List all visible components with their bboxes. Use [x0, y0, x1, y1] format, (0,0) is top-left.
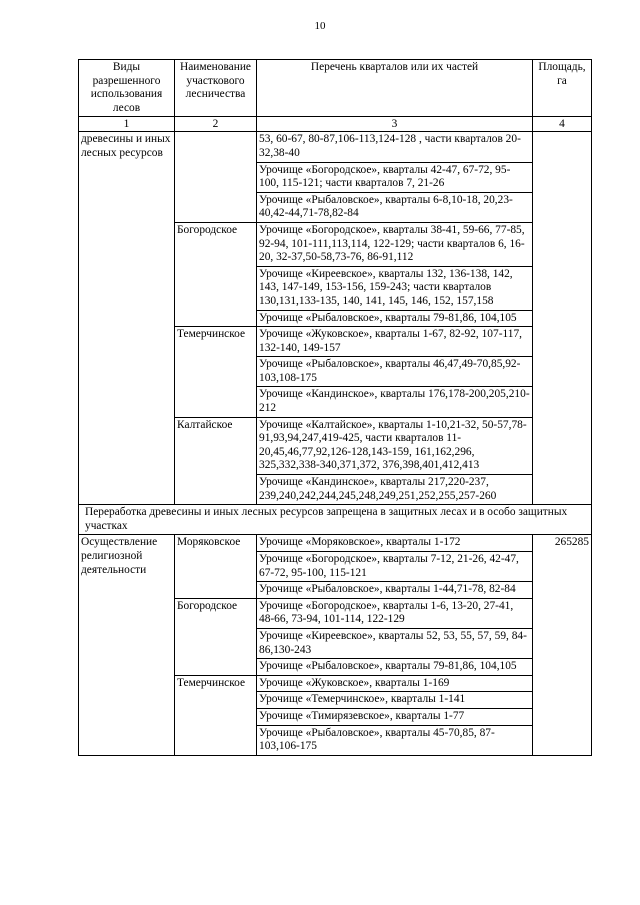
- quarters-cell: Урочище «Кандинское», кварталы 176,178-200,205,210-212: [257, 387, 533, 417]
- usage-type-cell: древесины и иных лесных ресурсов: [79, 132, 175, 505]
- quarters-cell: Урочище «Богородское», кварталы 1-6, 13-20, 27-41, 48-66, 73-94, 101-114, 122-129: [257, 598, 533, 628]
- table-row: [79, 132, 592, 162]
- forestry-cell: Богородское: [175, 598, 257, 675]
- header-usage-type: Виды разрешенного использования лесов: [79, 60, 175, 117]
- forestry-cell: Калтайское: [175, 417, 257, 505]
- header-area: Площадь, га: [533, 60, 592, 117]
- quarters-cell: Урочище «Жуковское», кварталы 1-169: [257, 675, 533, 692]
- header-forestry-name: Наименование участкового лесничества: [175, 60, 257, 117]
- column-numbers-row: [79, 117, 592, 132]
- note-row: [79, 505, 592, 535]
- quarters-cell: Урочище «Кандинское», кварталы 217,220-237, 239,240,242,244,245,248,249,251,252,255,257-260: [257, 475, 533, 505]
- quarters-cell: Урочище «Калтайское», кварталы 1-10,21-32, 50-57,78-91,93,94,247,419-425, части кварталов 11-20,45,46,77,92,126-128,143-159, 161,162,296, 325,332,338-340,371,372, 376,398,401,412,413: [257, 417, 533, 474]
- quarters-cell: Урочище «Рыбаловское», кварталы 1-44,71-78, 82-84: [257, 582, 533, 599]
- quarters-table: [78, 59, 592, 756]
- quarters-cell: Урочище «Рыбаловское», кварталы 79-81,86, 104,105: [257, 659, 533, 676]
- forestry-cell: [175, 132, 257, 223]
- column-number: 3: [257, 117, 533, 132]
- forestry-cell: Моряковское: [175, 535, 257, 598]
- column-number: 4: [533, 117, 592, 132]
- quarters-cell: Урочище «Киреевское», кварталы 52, 53, 55, 57, 59, 84-86,130-243: [257, 628, 533, 658]
- header-quarters-list: Перечень кварталов или их частей: [257, 60, 533, 117]
- quarters-cell: Урочище «Киреевское», кварталы 132, 136-138, 142, 143, 147-149, 153-156, 159-243; части кварталов 130,131,133-135, 140, 141, 145, 146, 152, 157,158: [257, 266, 533, 310]
- quarters-cell: Урочище «Тимирязевское», кварталы 1-77: [257, 708, 533, 725]
- table-row: [79, 535, 592, 552]
- quarters-cell: Урочище «Моряковское», кварталы 1-172: [257, 535, 533, 552]
- quarters-cell: Урочище «Рыбаловское», кварталы 6-8,10-18, 20,23-40,42-44,71-78,82-84: [257, 192, 533, 222]
- table-header-row: [79, 60, 592, 117]
- quarters-cell: Урочище «Темерчинское», кварталы 1-141: [257, 692, 533, 709]
- quarters-cell: 53, 60-67, 80-87,106-113,124-128 , части кварталов 20-32,38-40: [257, 132, 533, 162]
- quarters-cell: Урочище «Богородское», кварталы 42-47, 67-72, 95-100, 115-121; части кварталов 7, 21-26: [257, 162, 533, 192]
- area-cell: 265285: [533, 535, 592, 755]
- forestry-cell: Темерчинское: [175, 675, 257, 755]
- forestry-cell: Темерчинское: [175, 327, 257, 418]
- column-number: 2: [175, 117, 257, 132]
- quarters-cell: Урочище «Богородское», кварталы 38-41, 59-66, 77-85, 92-94, 101-111,113,114, 122-129; части кварталов 6, 16-20, 32-37,50-58,73-76, 86-91,112: [257, 222, 533, 266]
- quarters-cell: Урочище «Рыбаловское», кварталы 45-70,85, 87-103,106-175: [257, 725, 533, 755]
- quarters-cell: Урочище «Богородское», кварталы 7-12, 21-26, 42-47, 67-72, 95-100, 115-121: [257, 552, 533, 582]
- forestry-cell: Богородское: [175, 222, 257, 326]
- column-number: 1: [79, 117, 175, 132]
- quarters-cell: Урочище «Жуковское», кварталы 1-67, 82-92, 107-117, 132-140, 149-157: [257, 327, 533, 357]
- processing-note: Переработка древесины и иных лесных ресурсов запрещена в защитных лесах и в особо защитных участках: [79, 505, 592, 535]
- quarters-cell: Урочище «Рыбаловское», кварталы 46,47,49-70,85,92-103,108-175: [257, 357, 533, 387]
- quarters-cell: Урочище «Рыбаловское», кварталы 79-81,86, 104,105: [257, 310, 533, 327]
- area-cell: [533, 132, 592, 505]
- usage-type-cell: Осуществление религиозной деятельности: [79, 535, 175, 755]
- page-number: 10: [314, 20, 326, 32]
